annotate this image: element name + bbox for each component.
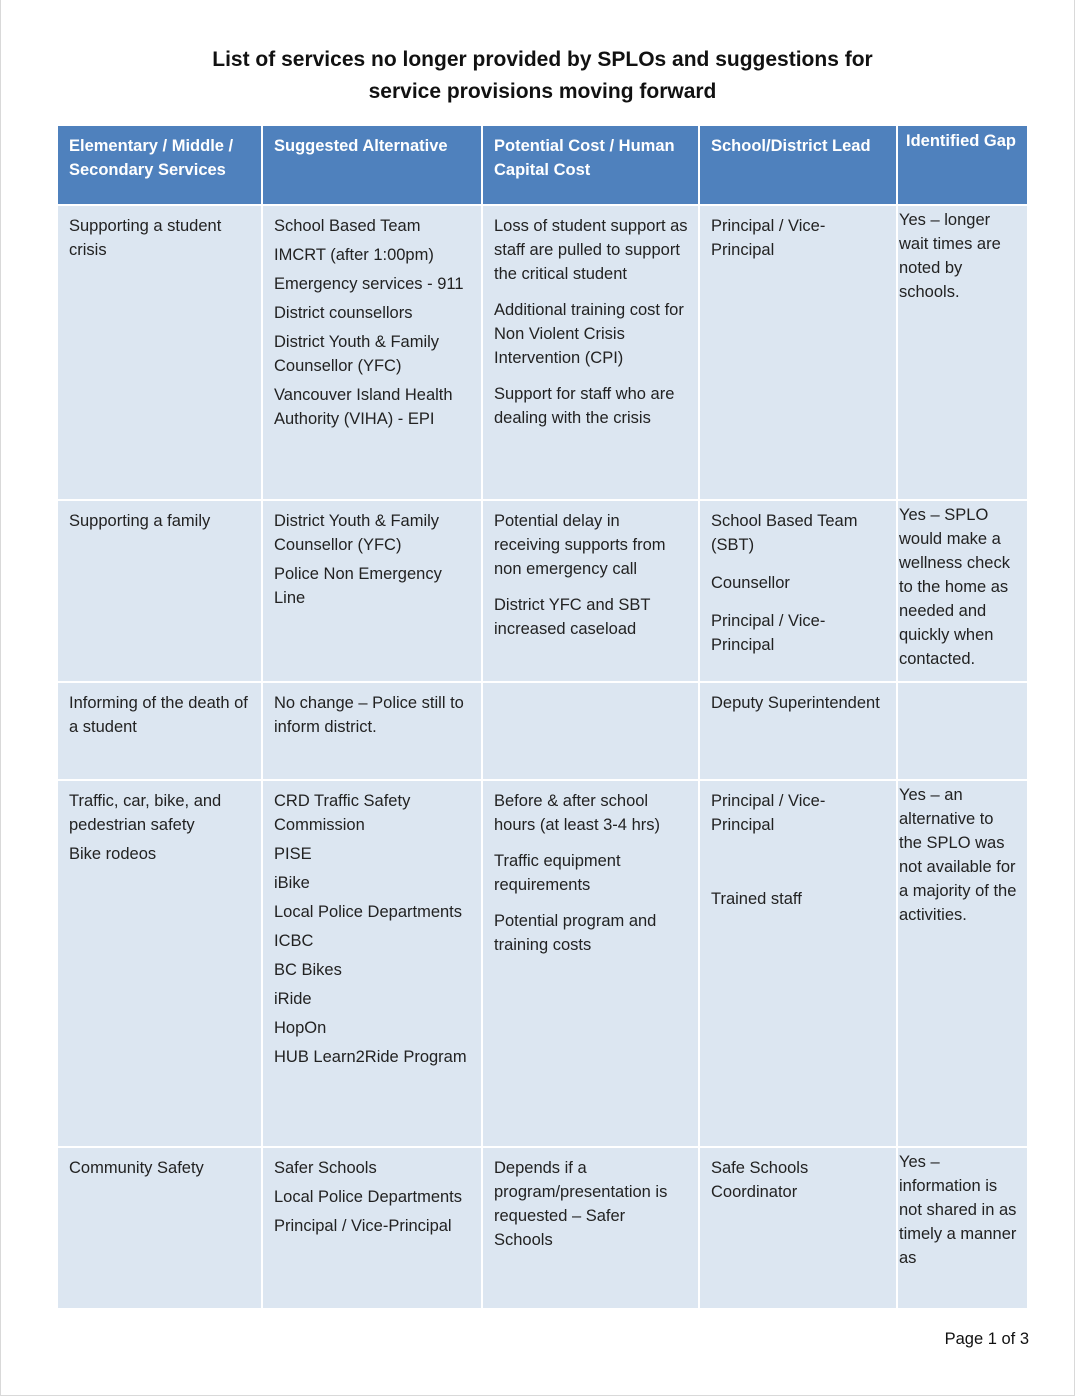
cell-cost (482, 205, 699, 500)
table-row (57, 500, 1028, 682)
cell-text: Principal / Vice-Principal (711, 217, 826, 259)
cell-text: Yes – longer wait times are noted by schools. (899, 211, 1001, 301)
table-row (57, 682, 1028, 780)
cell-lead (699, 205, 897, 500)
cell-text: District YFC and SBT increased caseload (494, 596, 651, 638)
cell-gap (897, 205, 1028, 500)
services-table (56, 124, 1029, 1310)
table-row (57, 1147, 1028, 1309)
cell-text: Principal / Vice-Principal (274, 1217, 452, 1235)
cell-cost (482, 780, 699, 1147)
cell-text: Community Safety (69, 1159, 204, 1177)
cell-alternative (262, 1147, 482, 1309)
cell-text: District Youth & Family Counsellor (YFC) (274, 333, 440, 375)
cell-text: Support for staff who are dealing with the crisis (494, 385, 675, 427)
document-title-line-1: List of services no longer provided by SPLOs and suggestions for (212, 48, 873, 71)
cell-text: HopOn (274, 1019, 327, 1037)
table-header-row (57, 125, 1028, 205)
header-gap: Identified Gap (897, 125, 1028, 205)
cell-lead (699, 500, 897, 682)
cell-text: Principal / Vice-Principal (711, 612, 826, 654)
cell-service (57, 205, 262, 500)
cell-cost (482, 500, 699, 682)
cell-text: Safe Schools Coordinator (711, 1159, 809, 1201)
cell-text: BC Bikes (274, 961, 342, 979)
cell-text: HUB Learn2Ride Program (274, 1048, 467, 1066)
document-title-line-2: service provisions moving forward (368, 80, 717, 103)
document-title (0, 44, 1075, 108)
cell-text: Local Police Departments (274, 903, 463, 921)
table-body (57, 205, 1028, 1309)
cell-text: Traffic equipment requirements (494, 852, 621, 894)
cell-gap (897, 1147, 1028, 1309)
cell-text: ICBC (274, 932, 314, 950)
cell-text: Additional training cost for Non Violent Crisis Intervention (CPI) (494, 301, 684, 367)
cell-lead (699, 682, 897, 780)
cell-text: District Youth & Family Counsellor (YFC) (274, 512, 440, 554)
cell-text: Deputy Superintendent (711, 694, 880, 712)
cell-lead (699, 780, 897, 1147)
cell-text: Traffic, car, bike, and pedestrian safety (69, 792, 222, 834)
cell-gap (897, 500, 1028, 682)
cell-text: Emergency services - 911 (274, 275, 464, 293)
cell-text: Police Non Emergency Line (274, 565, 442, 607)
cell-text: Trained staff (711, 890, 802, 908)
cell-text: IMCRT (after 1:00pm) (274, 246, 434, 264)
cell-cost (482, 1147, 699, 1309)
cell-text: Depends if a program/presentation is requested – Safer Schools (494, 1159, 668, 1249)
table-row (57, 205, 1028, 500)
cell-gap (897, 682, 1028, 780)
cell-alternative (262, 500, 482, 682)
cell-text: iBike (274, 874, 310, 892)
cell-text: Yes – an alternative to the SPLO was not available for a majority of the activities. (899, 786, 1017, 924)
cell-text: Potential program and training costs (494, 912, 657, 954)
cell-service (57, 780, 262, 1147)
cell-gap (897, 780, 1028, 1147)
cell-text: Safer Schools (274, 1159, 377, 1177)
cell-text: Loss of student support as staff are pulled to support the critical student (494, 217, 688, 283)
cell-text: PISE (274, 845, 312, 863)
cell-service (57, 500, 262, 682)
cell-alternative (262, 780, 482, 1147)
table-row (57, 780, 1028, 1147)
cell-service (57, 682, 262, 780)
cell-text: Yes – SPLO would make a wellness check to the home as needed and quickly when contacted. (899, 506, 1010, 668)
cell-text: Counsellor (711, 574, 790, 592)
header-cost: Potential Cost / Human Capital Cost (482, 125, 699, 205)
header-services: Elementary / Middle / Secondary Services (57, 125, 262, 205)
cell-text: Principal / Vice-Principal (711, 792, 826, 834)
cell-text: Yes – information is not shared in as timely a manner as (899, 1153, 1017, 1267)
cell-text: Before & after school hours (at least 3-4 hrs) (494, 792, 660, 834)
cell-text: No change – Police still to inform district. (274, 694, 464, 736)
cell-text: Informing of the death of a student (69, 694, 248, 736)
cell-service (57, 1147, 262, 1309)
cell-text: iRide (274, 990, 312, 1008)
cell-text: Local Police Departments (274, 1188, 463, 1206)
cell-text: CRD Traffic Safety Commission (274, 792, 411, 834)
cell-text: District counsellors (274, 304, 413, 322)
cell-alternative (262, 205, 482, 500)
cell-text: Bike rodeos (69, 845, 157, 863)
cell-text: Supporting a family (69, 512, 211, 530)
cell-text: School Based Team (SBT) (711, 512, 858, 554)
cell-text: Vancouver Island Health Authority (VIHA) - EPI (274, 386, 453, 428)
header-lead: School/District Lead (699, 125, 897, 205)
cell-lead (699, 1147, 897, 1309)
cell-text: School Based Team (274, 217, 421, 235)
cell-cost (482, 682, 699, 780)
page-number: Page 1 of 3 (944, 1330, 1029, 1348)
cell-text: Supporting a student crisis (69, 217, 222, 259)
header-alternative: Suggested Alternative (262, 125, 482, 205)
cell-alternative (262, 682, 482, 780)
cell-text: Potential delay in receiving supports from non emergency call (494, 512, 666, 578)
